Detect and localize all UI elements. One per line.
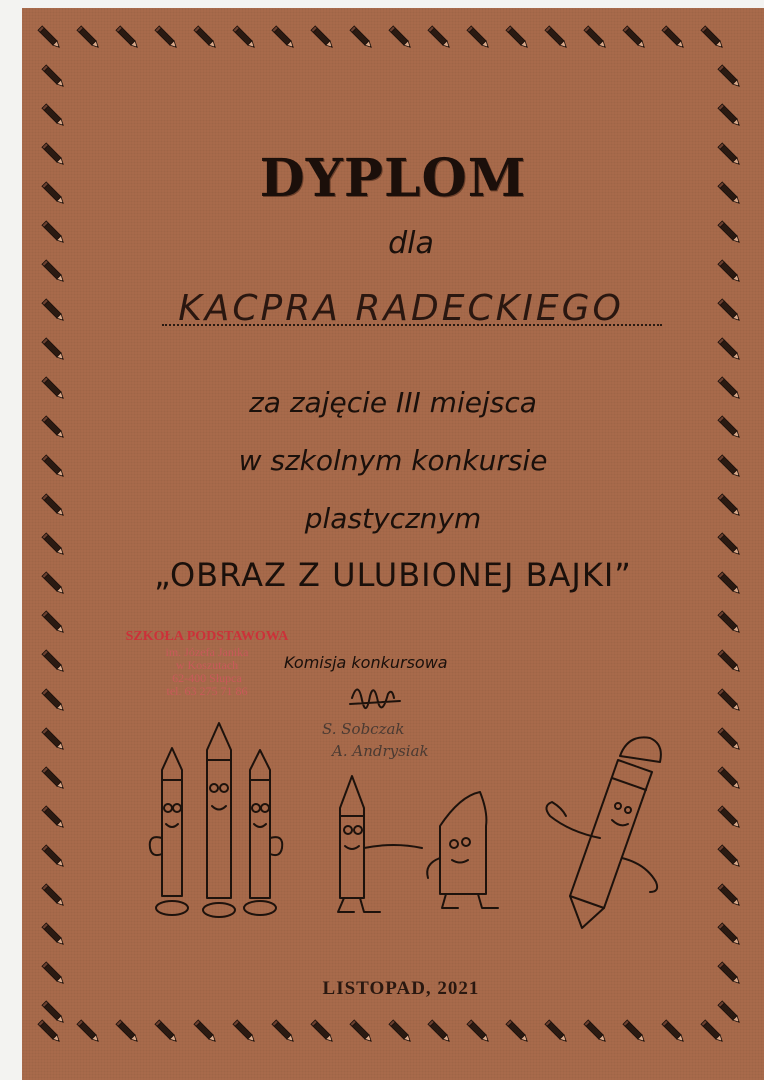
award-line-2: w szkolnym konkursie: [238, 444, 548, 477]
crayon-trio-drawing: [150, 723, 283, 917]
competition-title: „OBRAZ Z ULUBIONEJ BAJKI”: [154, 556, 632, 594]
stamp-school-name: SZKOŁA PODSTAWOWA: [125, 629, 289, 644]
for-word: dla: [388, 226, 434, 261]
award-line-1: za zajęcie III miejsca: [249, 386, 537, 419]
stamp-postcode: 62-400 Słupca: [172, 671, 242, 685]
diploma-paper: [22, 8, 764, 1080]
signature-2: A. Andrysiak: [332, 742, 429, 760]
pencil-illustrations: [22, 8, 764, 1080]
award-line-3: plastycznym: [304, 502, 482, 535]
stamp-patron: im. Józefa Janika: [165, 645, 249, 659]
signature-scribble: [350, 689, 400, 708]
big-pencil-drawing: [546, 737, 660, 928]
diploma-title: DYPLOM: [259, 148, 527, 209]
committee-label: Komisja konkursowa: [284, 653, 448, 672]
stamp-village: w Koszutach: [175, 658, 239, 672]
recipient-name: KACPRA RADECKIEGO: [178, 288, 624, 329]
stamp-phone: tel. 63 275 71 86: [166, 684, 248, 698]
issue-date: LISTOPAD, 2021: [322, 978, 480, 999]
pencil-pair-drawing: [338, 776, 498, 912]
signature-1: S. Sobczak: [322, 720, 405, 738]
